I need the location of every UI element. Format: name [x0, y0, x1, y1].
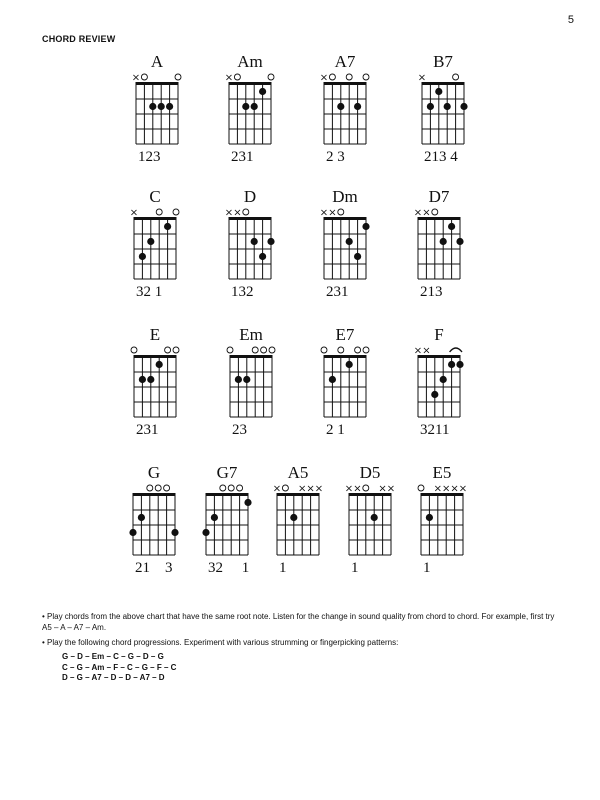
open-string-marker	[234, 74, 240, 80]
chord-diagram-em	[227, 325, 275, 438]
chord-name: C	[149, 187, 161, 206]
finger-dot	[448, 361, 455, 368]
finger-dot	[164, 223, 171, 230]
open-string-marker	[418, 485, 424, 491]
finger-dot	[235, 376, 242, 383]
finger-dot	[290, 514, 297, 521]
finger-dot	[259, 88, 266, 95]
chord-name: E5	[432, 463, 452, 482]
finger-dot	[259, 253, 266, 260]
open-string-marker	[165, 347, 171, 353]
finger-dot	[166, 103, 173, 110]
finger-dot	[139, 253, 146, 260]
nut	[133, 493, 176, 496]
fingering-label: 132	[231, 284, 254, 300]
muted-string-marker: ×	[413, 345, 423, 357]
open-string-marker	[269, 347, 275, 353]
chord-name: A	[150, 52, 164, 71]
fingering-label: 1	[279, 560, 287, 576]
chord-name: Dm	[332, 187, 358, 206]
chord-diagram-e7	[321, 325, 369, 438]
open-string-marker	[363, 74, 369, 80]
chord-name: A5	[287, 463, 309, 482]
open-string-marker	[338, 347, 344, 353]
instructions	[42, 611, 562, 684]
chord-diagram-b7	[418, 52, 468, 165]
fingering-label: 3211	[420, 422, 450, 438]
finger-dot	[354, 253, 361, 260]
chord-diagram-a	[132, 52, 181, 165]
fingering-label: 213 4	[424, 149, 458, 165]
muted-string-marker: ×	[442, 483, 451, 495]
fingering-label: 2 3	[326, 149, 345, 165]
chord-name: D5	[359, 463, 381, 482]
open-string-marker	[243, 209, 249, 215]
finger-dot	[147, 238, 154, 245]
muted-string-marker: ×	[298, 483, 307, 495]
finger-dot	[243, 376, 250, 383]
muted-string-marker: ×	[417, 72, 427, 84]
chord-diagram-c	[130, 187, 179, 300]
chord-name: G	[147, 463, 161, 482]
finger-dot	[329, 376, 336, 383]
progression-list	[62, 652, 562, 684]
finger-dot	[202, 529, 209, 536]
fingering-label: 213	[420, 284, 443, 300]
muted-string-marker: ×	[319, 72, 329, 84]
muted-string-marker: ×	[129, 207, 139, 219]
nut	[230, 355, 273, 358]
fingering-label: 2 1	[326, 422, 345, 438]
chord-name: G7	[216, 463, 238, 482]
open-string-marker	[346, 74, 352, 80]
instruction-bullet-1: • Play chords from the above chart that have the same root note. Listen for the change in sound quality from chord to chord. For example, first try A5 – A – A7 – Am.	[42, 612, 555, 632]
muted-string-marker: ×	[319, 207, 329, 219]
finger-dot	[440, 376, 447, 383]
open-string-marker	[321, 347, 327, 353]
chord-diagram-f	[414, 325, 464, 438]
chord-name: E	[149, 325, 161, 344]
progression-2: C – G – Am – F – C – G – F – C	[62, 662, 177, 672]
chord-name: B7	[433, 52, 453, 71]
finger-dot	[354, 103, 361, 110]
finger-dot	[171, 529, 178, 536]
finger-dot	[139, 376, 146, 383]
muted-string-marker: ×	[314, 483, 324, 495]
muted-string-marker: ×	[328, 207, 337, 219]
progression-3: D – G – A7 – D – D – A7 – D	[62, 673, 165, 682]
open-string-marker	[338, 209, 344, 215]
finger-dot	[149, 103, 156, 110]
chord-diagram-g	[129, 463, 178, 576]
instruction-bullet-2: • Play the following chord progressions. Experiment with various strumming or fingerpicking patterns:	[42, 638, 399, 647]
open-string-marker	[363, 347, 369, 353]
finger-dot	[427, 103, 434, 110]
finger-dot	[362, 223, 369, 230]
fingering-label: 21 3	[135, 560, 173, 576]
finger-dot	[251, 103, 258, 110]
finger-dot	[346, 238, 353, 245]
muted-string-marker: ×	[450, 483, 459, 495]
fingering-label: 32 1	[136, 284, 163, 300]
open-string-marker	[147, 485, 153, 491]
muted-string-marker: ×	[433, 483, 442, 495]
muted-string-marker: ×	[306, 483, 315, 495]
muted-string-marker: ×	[344, 483, 354, 495]
progression-1: G – D – Em – C – G – D – G	[62, 652, 164, 661]
finger-dot	[460, 103, 467, 110]
fingering-label: 1	[351, 560, 359, 576]
muted-string-marker: ×	[458, 483, 468, 495]
chord-name: F	[434, 325, 444, 344]
fingering-label: 23	[232, 422, 247, 438]
chord-name: Em	[239, 325, 263, 344]
chord-diagram-g7	[202, 463, 251, 576]
chord-diagram-d7	[414, 187, 464, 300]
chord-diagram-dm	[320, 187, 370, 300]
muted-string-marker: ×	[224, 72, 234, 84]
nut	[134, 355, 177, 358]
nut	[136, 82, 179, 85]
open-string-marker	[252, 347, 258, 353]
fingering-label: 231	[136, 422, 159, 438]
fingering-label: 123	[138, 149, 161, 165]
chord-name: Am	[237, 52, 263, 71]
chord-name: E7	[335, 325, 355, 344]
muted-string-marker: ×	[413, 207, 423, 219]
chord-diagram-d	[225, 187, 275, 300]
finger-dot	[138, 514, 145, 521]
open-string-marker	[155, 485, 161, 491]
open-string-marker	[282, 485, 288, 491]
chord-diagram-d5	[345, 463, 395, 576]
finger-dot	[448, 223, 455, 230]
fingering-label: 231	[231, 149, 254, 165]
open-string-marker	[173, 209, 179, 215]
chord-name: D	[243, 187, 257, 206]
open-string-marker	[453, 74, 459, 80]
finger-dot	[456, 361, 463, 368]
chord-diagram-e5	[418, 463, 467, 576]
finger-dot	[426, 514, 433, 521]
finger-dot	[147, 376, 154, 383]
fingering-label: 231	[326, 284, 349, 300]
section-title: CHORD REVIEW	[42, 34, 116, 44]
open-string-marker	[363, 485, 369, 491]
nut	[422, 82, 465, 85]
finger-dot	[346, 361, 353, 368]
finger-dot	[244, 499, 251, 506]
nut	[324, 82, 367, 85]
muted-string-marker: ×	[233, 207, 242, 219]
barre-arc	[450, 348, 462, 352]
finger-dot	[371, 514, 378, 521]
open-string-marker	[156, 209, 162, 215]
muted-string-marker: ×	[378, 483, 387, 495]
muted-string-marker: ×	[386, 483, 396, 495]
open-string-marker	[220, 485, 226, 491]
finger-dot	[156, 361, 163, 368]
open-string-marker	[227, 347, 233, 353]
finger-dot	[431, 391, 438, 398]
chord-diagram-e	[131, 325, 179, 438]
finger-dot	[242, 103, 249, 110]
finger-dot	[444, 103, 451, 110]
page-number: 5	[567, 14, 574, 26]
finger-dot	[267, 238, 274, 245]
fingering-label: 1	[423, 560, 431, 576]
muted-string-marker: ×	[422, 345, 431, 357]
open-string-marker	[268, 74, 274, 80]
open-string-marker	[228, 485, 234, 491]
finger-dot	[440, 238, 447, 245]
finger-dot	[158, 103, 165, 110]
finger-dot	[129, 529, 136, 536]
muted-string-marker: ×	[272, 483, 282, 495]
open-string-marker	[261, 347, 267, 353]
open-string-marker	[141, 74, 147, 80]
open-string-marker	[173, 347, 179, 353]
open-string-marker	[329, 74, 335, 80]
open-string-marker	[432, 209, 438, 215]
chord-name: A7	[334, 52, 356, 71]
muted-string-marker: ×	[422, 207, 431, 219]
muted-string-marker: ×	[353, 483, 362, 495]
nut	[324, 355, 367, 358]
finger-dot	[435, 88, 442, 95]
muted-string-marker: ×	[131, 72, 141, 84]
muted-string-marker: ×	[224, 207, 234, 219]
chord-diagram-a5	[273, 463, 323, 576]
fingering-label: 32 1	[208, 560, 250, 576]
open-string-marker	[355, 347, 361, 353]
finger-dot	[251, 238, 258, 245]
open-string-marker	[164, 485, 170, 491]
chord-diagram-am	[225, 52, 274, 165]
finger-dot	[337, 103, 344, 110]
chord-name: D7	[428, 187, 450, 206]
nut	[229, 82, 272, 85]
open-string-marker	[175, 74, 181, 80]
nut	[134, 217, 177, 220]
open-string-marker	[237, 485, 243, 491]
finger-dot	[456, 238, 463, 245]
open-string-marker	[131, 347, 137, 353]
nut	[206, 493, 249, 496]
chord-diagram-a7	[320, 52, 369, 165]
finger-dot	[211, 514, 218, 521]
